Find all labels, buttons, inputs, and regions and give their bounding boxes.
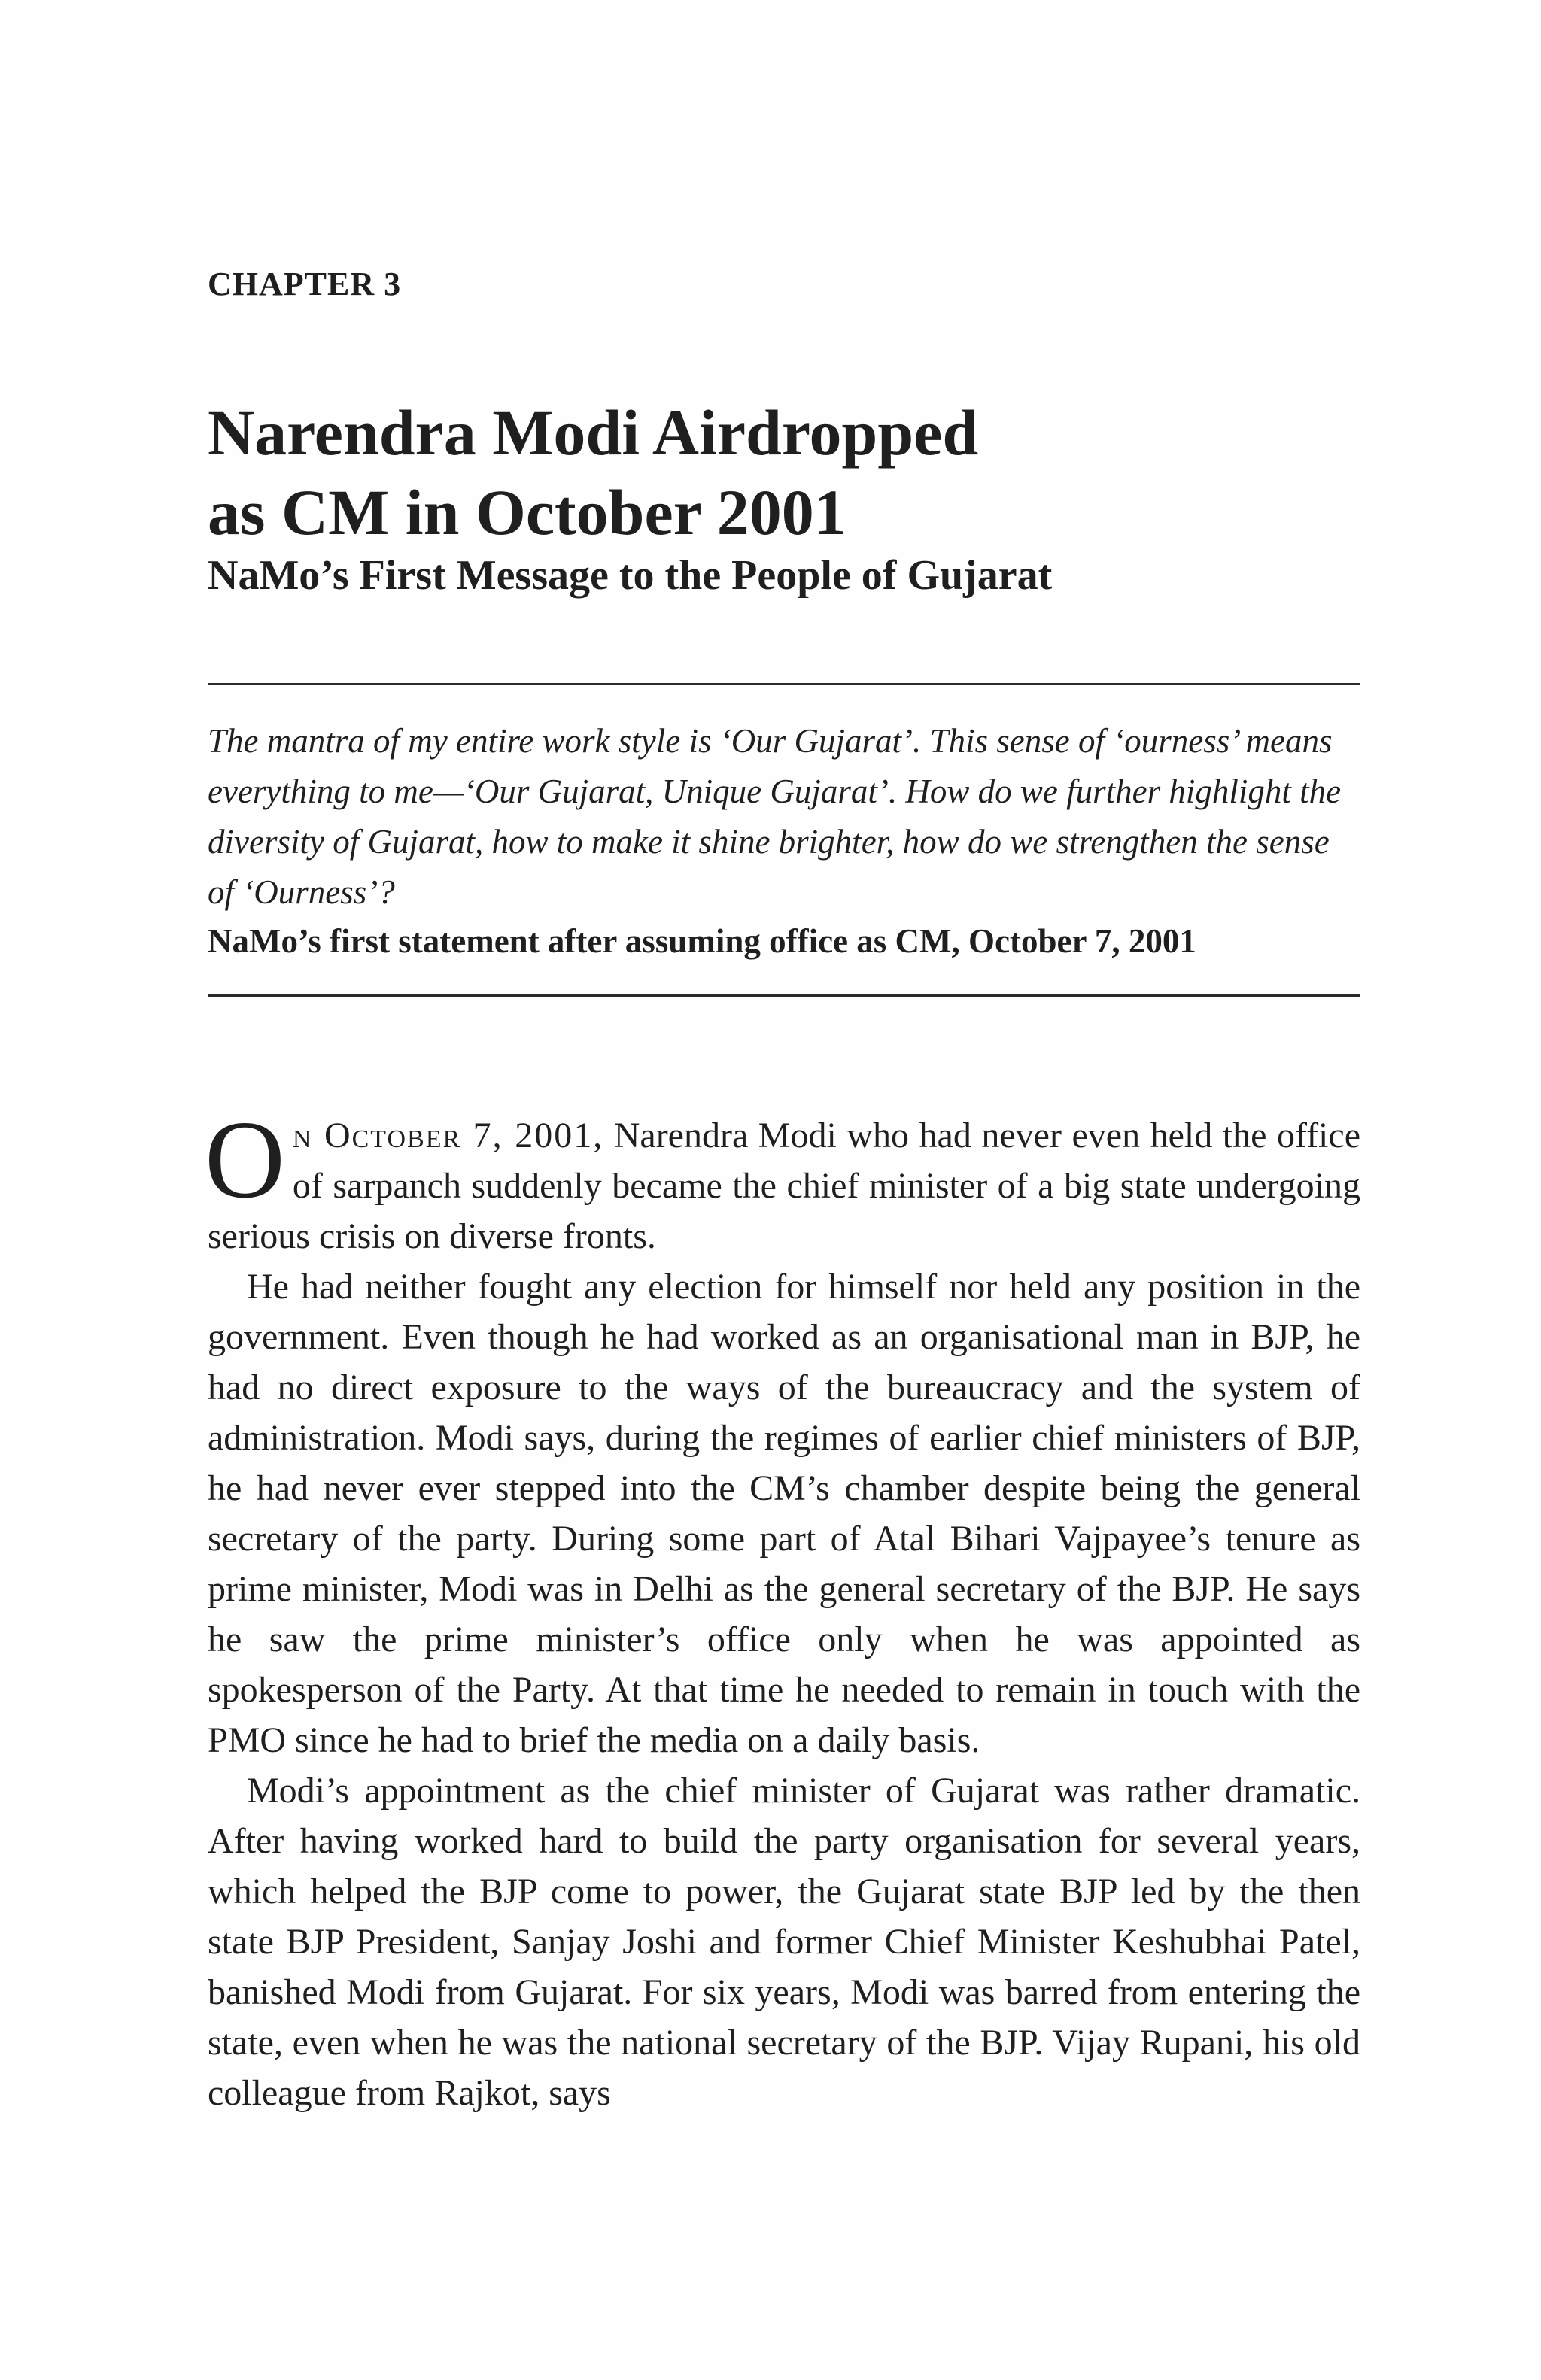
drop-cap: O [205,1098,285,1222]
chapter-title [208,393,1366,552]
chapter-body [205,1098,1360,2118]
paragraph-1-text: Narendra Modi who had never even held the office of sarpanch suddenly became the chief minister of a big state undergoing serious crisis on diverse fronts. [208,1116,1360,1256]
epigraph-attribution: NaMo’s first statement after assuming office as CM, October 7, 2001 [208,922,1196,960]
paragraph-2: He had neither fought any election for himself nor held any position in the government. Even though he had worked as an organisational man in BJP, he had no direct exposure to the ways of the bureaucracy and the system of administration. Modi says, during the regimes of earlier chief ministers of BJP, he had never ever stepped into the CM’s chamber despite being the general secretary of the party. During some part of Atal Bihari Vajpayee’s tenure as prime minister, Modi was in Delhi as the general secretary of the BJP. He says he saw the prime minister’s office only when he was appointed as spokesperson of the Party. At that time he needed to remain in touch with the PMO since he had to brief the media on a daily basis. [208,1267,1360,1760]
paragraph-3: Modi’s appointment as the chief minister of Gujarat was rather dramatic. After having worked hard to build the party organisation for several years, which helped the BJP come to power, the Gujarat state BJP led by the then state BJP President, Sanjay Joshi and former Chief Minister Keshubhai Patel, banished Modi from Gujarat. For six years, Modi was barred from entering the state, even when he was the national secretary of the BJP. Vijay Rupani, his old colleague from Rajkot, says [208,1771,1360,2113]
epigraph-bottom-rule [208,994,1360,997]
chapter-subtitle: NaMo’s First Message to the People of Gujarat [208,552,1053,599]
epigraph-quote: The mantra of my entire work style is ‘Our Gujarat’. This sense of ‘ourness’ means everything to me—‘Our Gujarat, Unique Gujarat’. How do we further highlight the diversity of Gujarat, how to make it shine brighter, how do we strengthen the sense of ‘Ourness’? [208,722,1342,911]
epigraph-top-rule [208,683,1360,685]
paragraph-1 [205,1098,1360,1261]
chapter-title-line-1: Narendra Modi Airdropped [208,396,979,469]
chapter-label: CHAPTER 3 [208,266,402,302]
lead-in-smallcaps: n October 7, 2001, [292,1116,604,1155]
chapter-title-line-2: as CM in October 2001 [208,476,846,548]
